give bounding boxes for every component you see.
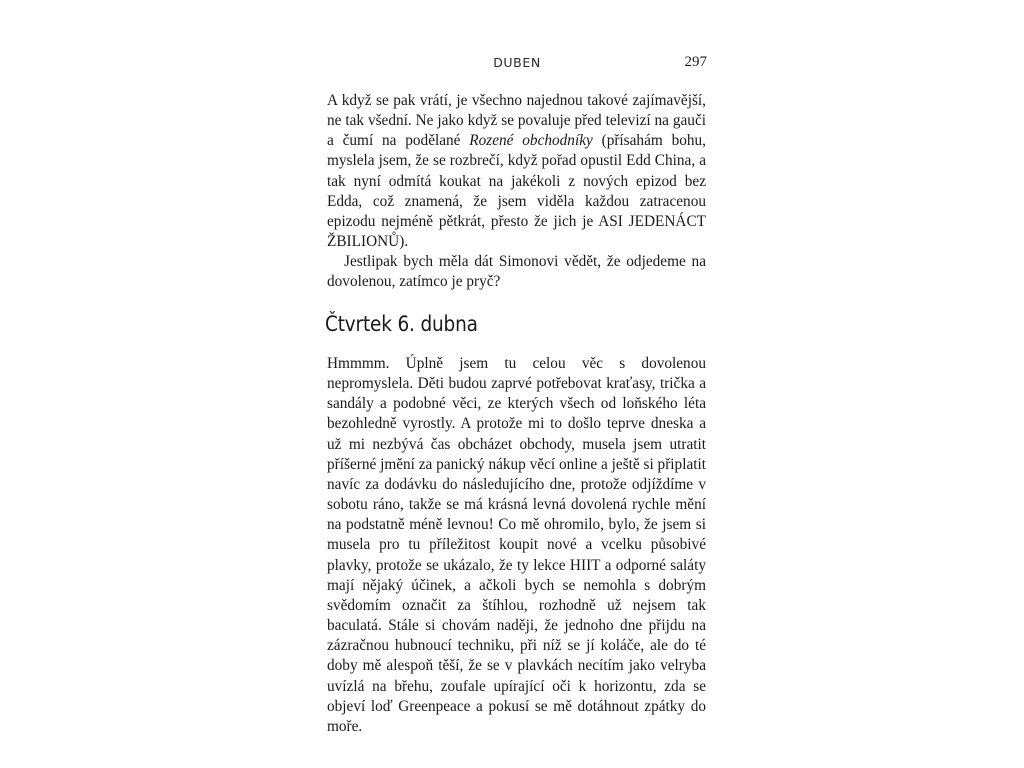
running-header <box>327 55 707 75</box>
paragraph: Hmmmm. Úplně jsem tu celou věc s dovolenou nepromyslela. Děti budou zaprvé potřebovat kraťasy, trička a sandály a podobné věci, ze kterých všech od loňského léta bezohledně vyrostly. A protože mi to došlo teprve dneska a už mi nezbývá čas obcházet obchody, musela jsem utratit příšerné jmění za panický nákup věcí online a ještě si připlatit navíc za dodávku do následujícího dne, protože odjíždíme v sobotu ráno, takže se má krásná levná dovolená rychle mění na podstatně méně levnou! Co mě ohromilo, bylo, že jsem si musela pro tu příležitost koupit nové a vcelku působivé plavky, protože se ukázalo, že ty lekce HIIT a odporné saláty mají nějaký účinek, a ačkoli bych se nemohla s dobrým svědomím označit za štíhlou, rozhodně už nejsem tak baculatá. Stále si chovám naději, že jednoho dne přijdu na zázračnou hubnoucí techniku, při níž se jí koláče, ale do té doby mě alespoň těší, že se v plavkách necítím jako velryba uvízlá na břehu, zoufale upírající oči k horizontu, zda se objeví loď Greenpeace a pokusí se mě dotáhnout zpátky do moře. <box>327 355 706 735</box>
text-block-top <box>327 91 706 293</box>
chapter-title: DUBEN <box>493 55 541 70</box>
paragraph <box>327 91 706 252</box>
tv-show-title: Rozené obchodníky <box>469 132 593 150</box>
page-number: 297 <box>684 54 707 70</box>
paragraph: Jestlipak bych měla dát Simonovi vědět, že odjedeme na dovolenou, zatímco je pryč? <box>327 253 706 291</box>
diary-date-heading: Čtvrtek 6. dubna <box>325 312 478 336</box>
paragraph-text: (přísahám bohu, myslela jsem, že se rozbrečí, když pořad opustil Edd China, a tak nyní odmítá koukat na jakékoli z nových epizod bez Edda, což znamená, že jsem viděla každou zatracenou epizodu nejméně pětkrát, přesto že jich je ASI JEDENÁCT ŽBILIONŮ). <box>327 132 706 251</box>
paragraph-text: A když se pak vrátí, je všechno najednou takové zajímavější, ne tak všední. Ne jako když se povaluje před televizí na gauči a čumí na podělané <box>327 92 706 150</box>
text-block-bottom <box>327 354 706 737</box>
